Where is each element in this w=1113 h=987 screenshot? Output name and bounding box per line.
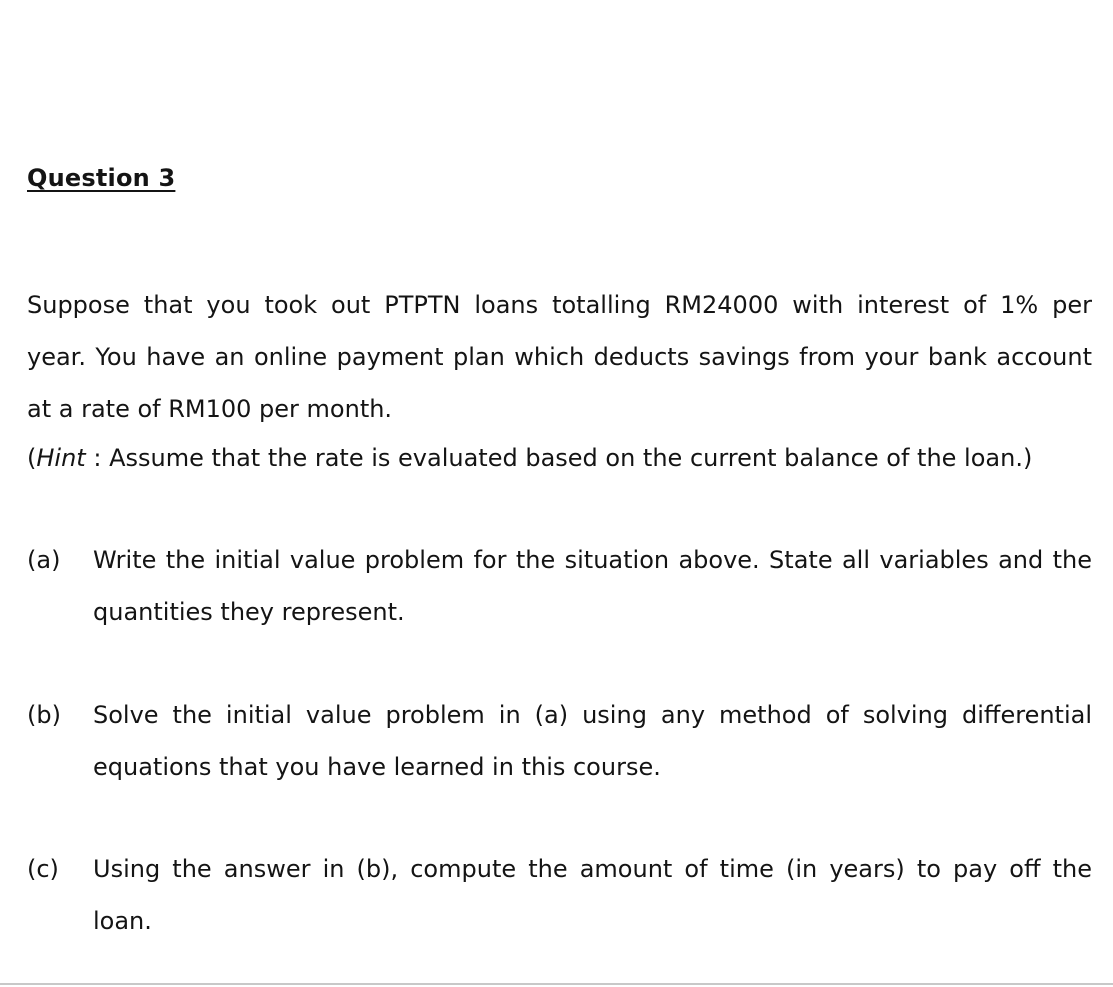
hint-open-paren: ( — [27, 444, 37, 472]
hint-label: Hint — [36, 444, 86, 472]
bottom-divider — [0, 983, 1113, 985]
part-line: Write the initial value problem for the situation above. State all variables and the — [93, 546, 1092, 574]
question-intro — [27, 279, 1092, 435]
hint-note — [27, 432, 1032, 484]
part-line: Solve the initial value problem in (a) using any method of solving differential — [93, 701, 1092, 729]
part-label: (c) — [27, 855, 59, 883]
part-label: (a) — [27, 546, 61, 574]
question-title: Question 3 — [27, 164, 176, 192]
part-text — [93, 843, 1092, 947]
intro-line: at a rate of RM100 per month. — [27, 395, 393, 423]
part-line: quantities they represent. — [93, 598, 405, 626]
part-line: loan. — [93, 907, 152, 935]
part-line: Using the answer in (b), compute the amount of time (in years) to pay off the — [93, 855, 1092, 883]
hint-text: : Assume that the rate is evaluated based on the current balance of the loan.) — [85, 444, 1033, 472]
part-text — [93, 534, 1092, 638]
part-text — [93, 689, 1092, 793]
part-line: equations that you have learned in this course. — [93, 753, 661, 781]
intro-line: Suppose that you took out PTPTN loans totalling RM24000 with interest of 1% per — [27, 291, 1092, 319]
intro-line: year. You have an online payment plan which deducts savings from your bank account — [27, 343, 1092, 371]
part-label: (b) — [27, 701, 61, 729]
